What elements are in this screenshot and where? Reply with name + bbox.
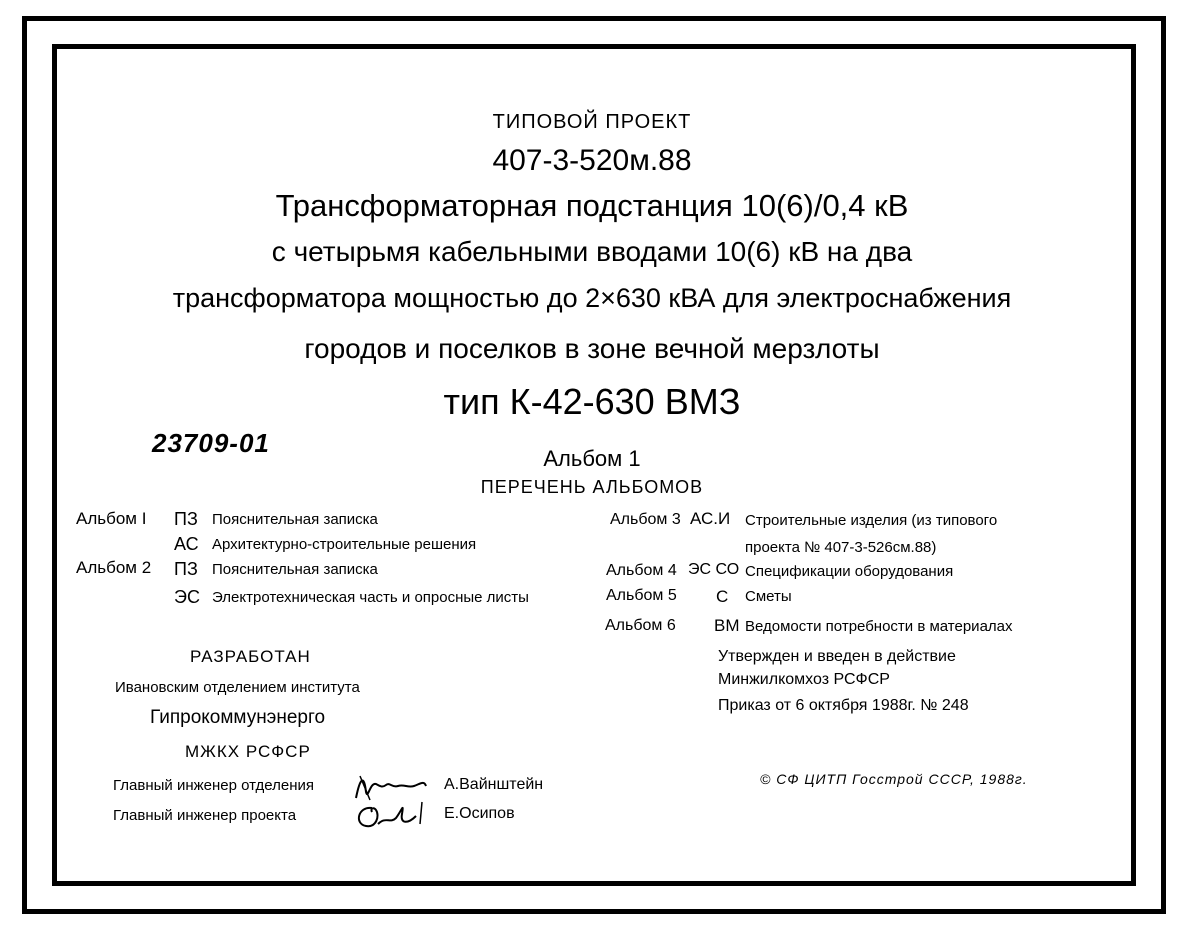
album-code: АС.И	[690, 509, 731, 528]
signature-role: Главный инженер проекта	[113, 807, 297, 824]
album-description: Спецификации оборудования	[745, 563, 954, 580]
album-list-heading: ПЕРЕЧЕНЬ АЛЬБОМОВ	[480, 477, 704, 497]
album-code: ПЗ	[174, 559, 198, 579]
album-description: проекта № 407-3-526см.88)	[745, 539, 937, 556]
signature-name: Е.Осипов	[444, 805, 515, 822]
album-code: ВМ	[714, 616, 740, 635]
album-name: Альбом I	[76, 509, 147, 528]
inventory-number: 23709-01	[152, 428, 270, 458]
album-description: Сметы	[745, 588, 792, 605]
album-name: Альбом 4	[606, 562, 677, 579]
type-line: тип К-42-630 ВМЗ	[443, 381, 741, 422]
signature-role: Главный инженер отделения	[113, 777, 314, 794]
title-line-3: трансформатора мощностью до 2×630 кВА для электроснабжения	[172, 283, 1012, 313]
album-code: С	[716, 587, 729, 606]
album-description: Пояснительная записка	[212, 511, 378, 528]
developer-heading: РАЗРАБОТАН	[190, 647, 311, 666]
approval-line-2: Минжилкомхоз РСФСР	[718, 671, 890, 688]
title-line-4: городов и поселков в зоне вечной мерзлоты	[304, 333, 880, 364]
signature-name: А.Вайнштейн	[444, 776, 544, 793]
project-type: ТИПОВОЙ ПРОЕКТ	[492, 111, 692, 133]
project-number: 407-3-520м.88	[492, 144, 692, 177]
album-code: ЭС СО	[688, 561, 740, 578]
album-name: Альбом 2	[76, 558, 152, 577]
signature-mark	[350, 798, 430, 832]
album-code: АС	[174, 534, 199, 554]
album-name: Альбом 5	[606, 587, 677, 604]
album-code: ПЗ	[174, 509, 198, 529]
album-name: Альбом 6	[605, 617, 676, 634]
album-name: Альбом 3	[610, 511, 681, 528]
album-description: Пояснительная записка	[212, 561, 378, 578]
developer-line-3: МЖКХ РСФСР	[185, 742, 311, 761]
copyright: © СФ ЦИТП Госстрой СССР, 1988г.	[760, 771, 1028, 787]
album-description: Электротехническая часть и опросные листы	[212, 589, 529, 606]
album-description: Ведомости потребности в материалах	[745, 618, 1013, 635]
developer-line-2: Гипрокоммунэнерго	[150, 707, 326, 728]
album-label: Альбом 1	[543, 446, 641, 471]
developer-line-1: Ивановским отделением института	[115, 679, 360, 696]
album-description: Архитектурно-строительные решения	[212, 536, 477, 553]
approval-line-1: Утвержден и введен в действие	[718, 648, 956, 665]
approval-line-3: Приказ от 6 октября 1988г. № 248	[718, 697, 969, 714]
title-line-1: Трансформаторная подстанция 10(6)/0,4 кВ	[275, 188, 909, 223]
album-code: ЭС	[174, 587, 200, 607]
album-description: Строительные изделия (из типового	[745, 512, 998, 529]
title-line-2: с четырьмя кабельными вводами 10(6) кВ на два	[271, 236, 913, 267]
